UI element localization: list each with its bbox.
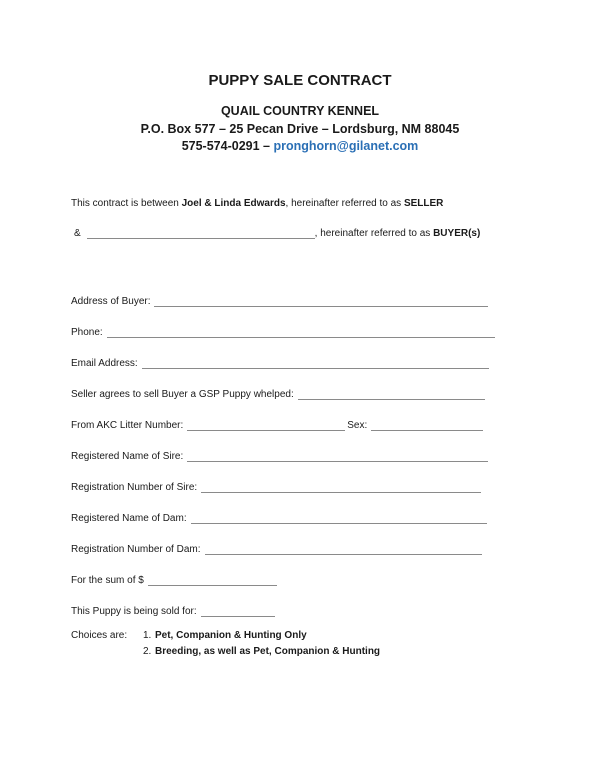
choice-number: 1.	[143, 629, 152, 641]
sold-for-label: This Puppy is being sold for:	[71, 606, 197, 617]
buyer-name-field[interactable]	[87, 228, 315, 239]
choices-label: Choices are:	[71, 629, 128, 641]
choice-row	[71, 627, 380, 643]
kennel-phone: 575-574-0291 –	[181, 139, 274, 153]
dam-number-row	[71, 544, 482, 555]
akc-litter-field[interactable]	[187, 420, 345, 431]
dam-name-field[interactable]	[191, 513, 487, 524]
sire-name-row	[71, 451, 488, 462]
buyer-label: BUYER(s)	[433, 228, 481, 239]
sire-name-label: Registered Name of Sire:	[71, 451, 184, 462]
sum-label: For the sum of $	[71, 575, 144, 586]
akc-litter-label: From AKC Litter Number:	[71, 420, 184, 431]
email-row	[71, 358, 489, 369]
sire-number-row	[71, 482, 481, 493]
sold-for-field[interactable]	[201, 606, 275, 617]
sex-label: Sex:	[347, 420, 368, 431]
choice-pet: Pet, Companion & Hunting Only	[155, 629, 307, 641]
sold-for-row	[71, 606, 275, 617]
address-row	[71, 296, 488, 307]
phone-field[interactable]	[107, 327, 495, 338]
whelped-row	[71, 389, 485, 400]
dam-name-row	[71, 513, 487, 524]
intro-seller-line	[71, 198, 443, 209]
phone-row	[71, 327, 495, 338]
email-field[interactable]	[142, 358, 489, 369]
litter-row	[71, 420, 483, 431]
choice-number: 2.	[143, 645, 152, 657]
email-label: Email Address:	[71, 358, 138, 369]
choice-row	[71, 643, 380, 659]
sum-row	[71, 575, 277, 586]
sire-name-field[interactable]	[187, 451, 488, 462]
seller-label: SELLER	[403, 198, 444, 209]
dam-number-field[interactable]	[205, 544, 482, 555]
sum-field[interactable]	[148, 575, 277, 586]
choice-breeding: Breeding, as well as Pet, Companion & Hunting	[155, 645, 381, 657]
choices-block	[71, 627, 380, 659]
buyer-address-field[interactable]	[154, 296, 488, 307]
seller-names: Joel & Linda Edwards	[181, 198, 286, 209]
amp-label: &	[74, 228, 81, 239]
whelped-date-field[interactable]	[298, 389, 485, 400]
whelped-label: Seller agrees to sell Buyer a GSP Puppy whelped:	[71, 389, 294, 400]
sire-number-field[interactable]	[201, 482, 481, 493]
dam-number-label: Registration Number of Dam:	[71, 544, 201, 555]
sex-field[interactable]	[371, 420, 483, 431]
intro-prefix: This contract is between	[71, 198, 179, 209]
intro-buyer-line	[74, 228, 480, 239]
buyer-suffix: , hereinafter referred to as	[314, 228, 431, 239]
kennel-address: P.O. Box 577 – 25 Pecan Drive – Lordsburg, NM 88045	[140, 122, 460, 136]
address-label: Address of Buyer:	[71, 296, 151, 307]
phone-label: Phone:	[71, 327, 103, 338]
kennel-name: QUAIL COUNTRY KENNEL	[220, 104, 380, 118]
intro-mid: , hereinafter referred to as	[285, 198, 402, 209]
sire-number-label: Registration Number of Sire:	[71, 482, 198, 493]
kennel-email-link[interactable]: pronghorn@gilanet.com	[273, 139, 419, 153]
dam-name-label: Registered Name of Dam:	[71, 513, 187, 524]
page-title: PUPPY SALE CONTRACT	[208, 72, 392, 89]
kennel-contact	[0, 139, 600, 153]
